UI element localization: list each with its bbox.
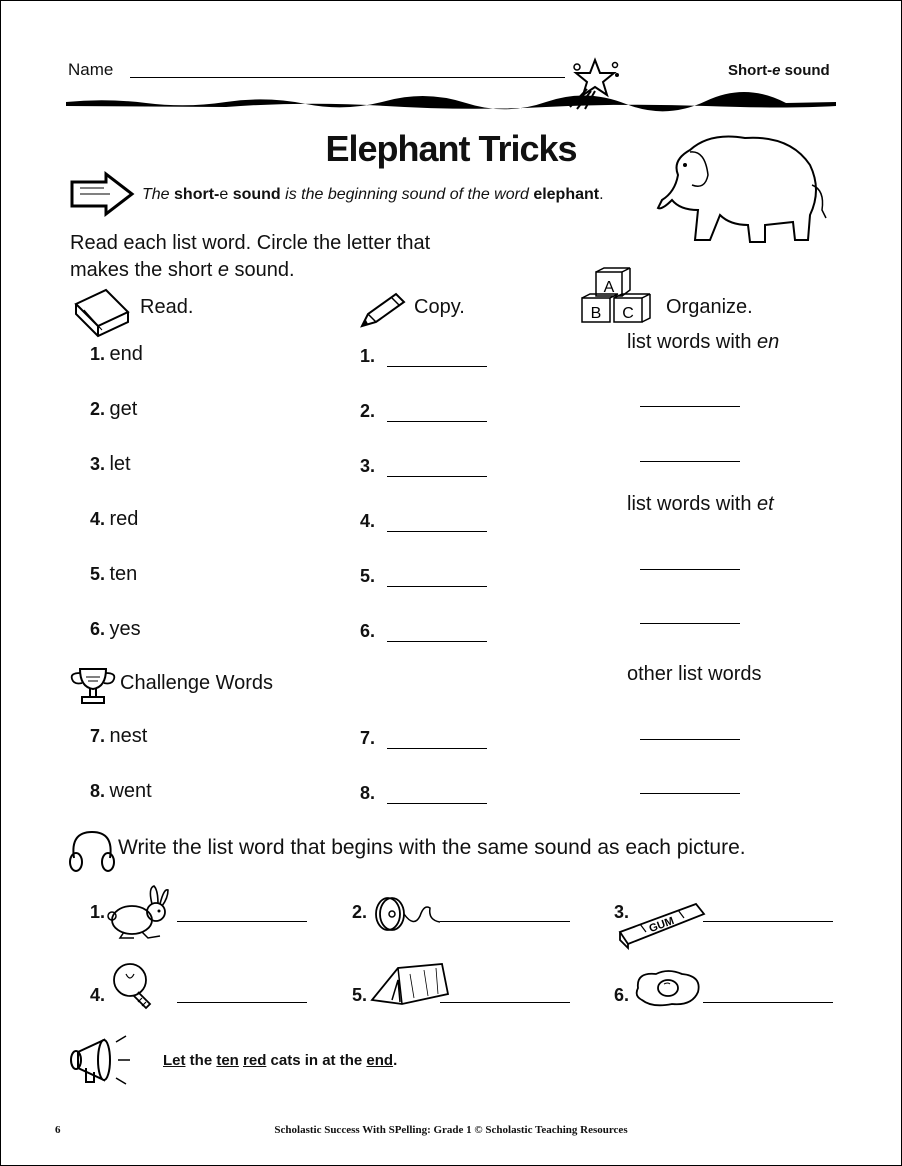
lightbulb-icon bbox=[106, 960, 162, 1012]
rule-part1: The bbox=[142, 186, 175, 203]
organize-group-other: other list words bbox=[627, 663, 762, 685]
instructions-line2-a: makes the short bbox=[70, 259, 218, 281]
list-word[interactable]: ten bbox=[109, 563, 138, 585]
abc-blocks-icon bbox=[578, 268, 662, 326]
organize-blank[interactable] bbox=[640, 569, 740, 570]
copy-header: Copy. bbox=[414, 296, 465, 318]
block-letter-b: B bbox=[590, 305, 602, 322]
list-word[interactable]: went bbox=[109, 780, 152, 802]
picture-blank[interactable] bbox=[177, 921, 307, 922]
rule-part7: . bbox=[599, 186, 604, 203]
rabbit-icon bbox=[104, 884, 174, 942]
organize-blank[interactable] bbox=[640, 739, 740, 740]
tent-icon bbox=[368, 960, 452, 1006]
pencil-icon bbox=[358, 290, 408, 330]
torn-divider bbox=[66, 96, 836, 110]
item-number: 2. bbox=[90, 399, 106, 419]
footer-credit: Scholastic Success With SPelling: Grade 1 © Scholastic Teaching Resources bbox=[274, 1124, 628, 1136]
copy-number: 8. bbox=[360, 783, 376, 803]
organize-group-en-prefix: list words with bbox=[627, 331, 758, 353]
picture-blank[interactable] bbox=[703, 1002, 833, 1003]
instructions bbox=[70, 230, 540, 284]
list-word[interactable]: red bbox=[109, 508, 139, 530]
sentence-word: red bbox=[243, 1052, 267, 1069]
list-word[interactable]: let bbox=[109, 453, 131, 475]
picture-blank[interactable] bbox=[440, 1002, 570, 1003]
trophy-icon bbox=[68, 665, 118, 707]
sentence-word: cats in at the bbox=[266, 1052, 367, 1069]
challenge-header: Challenge Words bbox=[120, 672, 274, 694]
list-word[interactable]: end bbox=[109, 343, 143, 365]
organize-blank[interactable] bbox=[640, 461, 740, 462]
organize-blank[interactable] bbox=[640, 793, 740, 794]
organize-header: Organize. bbox=[666, 296, 753, 318]
list-item bbox=[90, 398, 137, 421]
picture-number: 5. bbox=[352, 985, 368, 1005]
picture-blank[interactable] bbox=[177, 1002, 307, 1003]
rule-part4: sound bbox=[228, 186, 281, 203]
rule-part2: short- bbox=[174, 186, 220, 203]
instructions-line2-b: e bbox=[217, 259, 229, 281]
copy-number: 3. bbox=[360, 456, 376, 476]
picture-blank[interactable] bbox=[703, 921, 833, 922]
picture-number: 1. bbox=[90, 902, 106, 922]
instructions-line2-c: sound. bbox=[228, 259, 295, 281]
organize-blank[interactable] bbox=[640, 623, 740, 624]
rule-sentence bbox=[142, 186, 604, 204]
list-item bbox=[90, 725, 147, 748]
item-number: 3. bbox=[90, 454, 106, 474]
read-header: Read. bbox=[140, 296, 194, 318]
picture-number: 6. bbox=[614, 985, 630, 1005]
picture-blank[interactable] bbox=[440, 921, 570, 922]
elephant-icon bbox=[650, 130, 830, 245]
topic-letter: e bbox=[772, 62, 781, 79]
list-word[interactable]: get bbox=[109, 398, 138, 420]
instructions-line1: Read each list word. Circle the letter that bbox=[70, 232, 431, 254]
block-letter-c: C bbox=[622, 305, 634, 322]
sentence-word: . bbox=[393, 1052, 398, 1069]
item-number: 8. bbox=[90, 781, 106, 801]
instructions-line2 bbox=[70, 257, 540, 284]
sentence-word: the bbox=[185, 1052, 217, 1069]
gum-label: GUM bbox=[647, 915, 676, 936]
item-number: 6. bbox=[90, 619, 106, 639]
copy-blank[interactable] bbox=[387, 748, 487, 749]
page-number: 6 bbox=[55, 1124, 61, 1136]
list-item bbox=[90, 780, 152, 803]
gum-icon bbox=[616, 896, 706, 952]
list-item bbox=[90, 563, 137, 586]
copy-blank[interactable] bbox=[387, 531, 487, 532]
picture-number: 3. bbox=[614, 902, 630, 922]
rule-part5: is the beginning sound of the word bbox=[280, 186, 534, 203]
item-number: 5. bbox=[90, 564, 106, 584]
copy-blank[interactable] bbox=[387, 476, 487, 477]
picture-number: 2. bbox=[352, 902, 368, 922]
organize-group-en-suffix: en bbox=[757, 331, 780, 353]
yoyo-icon bbox=[370, 894, 442, 934]
list-item bbox=[90, 453, 131, 476]
sentence-word: ten bbox=[216, 1052, 239, 1069]
copy-number: 5. bbox=[360, 566, 376, 586]
rule-part3: e bbox=[219, 186, 229, 203]
item-number: 1. bbox=[90, 344, 106, 364]
block-letter-a: A bbox=[603, 279, 615, 296]
picture-instruction: Write the list word that begins with the same sound as each picture. bbox=[118, 836, 746, 859]
page-title: Elephant Tricks bbox=[325, 128, 577, 169]
headphones-icon bbox=[66, 828, 118, 874]
copy-number: 4. bbox=[360, 511, 376, 531]
copy-number: 1. bbox=[360, 346, 376, 366]
arrow-icon bbox=[70, 172, 134, 216]
practice-sentence bbox=[163, 1052, 397, 1069]
topic-prefix: Short- bbox=[728, 62, 773, 79]
copy-blank[interactable] bbox=[387, 366, 487, 367]
organize-group-en bbox=[627, 331, 779, 354]
name-field-line[interactable] bbox=[130, 77, 565, 78]
list-item bbox=[90, 343, 143, 366]
list-item bbox=[90, 508, 138, 531]
organize-group-et-suffix: et bbox=[757, 493, 774, 515]
organize-group-et bbox=[627, 493, 774, 516]
list-word[interactable]: yes bbox=[109, 618, 141, 640]
egg-icon bbox=[632, 966, 704, 1010]
topic-label bbox=[728, 62, 830, 79]
list-word[interactable]: nest bbox=[109, 725, 148, 747]
copy-blank[interactable] bbox=[387, 641, 487, 642]
list-item bbox=[90, 618, 141, 641]
picture-number: 4. bbox=[90, 985, 106, 1005]
sentence-word: Let bbox=[163, 1052, 186, 1069]
copy-blank[interactable] bbox=[387, 586, 487, 587]
organize-group-et-prefix: list words with bbox=[627, 493, 758, 515]
item-number: 7. bbox=[90, 726, 106, 746]
topic-suffix: sound bbox=[780, 62, 830, 79]
organize-blank[interactable] bbox=[640, 406, 740, 407]
name-label: Name bbox=[68, 60, 114, 79]
book-icon bbox=[68, 286, 132, 340]
copy-number: 6. bbox=[360, 621, 376, 641]
sentence-word: end bbox=[366, 1052, 394, 1069]
copy-number: 7. bbox=[360, 728, 376, 748]
rule-part6: elephant bbox=[533, 186, 600, 203]
copy-number: 2. bbox=[360, 401, 376, 421]
copy-blank[interactable] bbox=[387, 421, 487, 422]
megaphone-icon bbox=[64, 1030, 144, 1090]
copy-blank[interactable] bbox=[387, 803, 487, 804]
item-number: 4. bbox=[90, 509, 106, 529]
